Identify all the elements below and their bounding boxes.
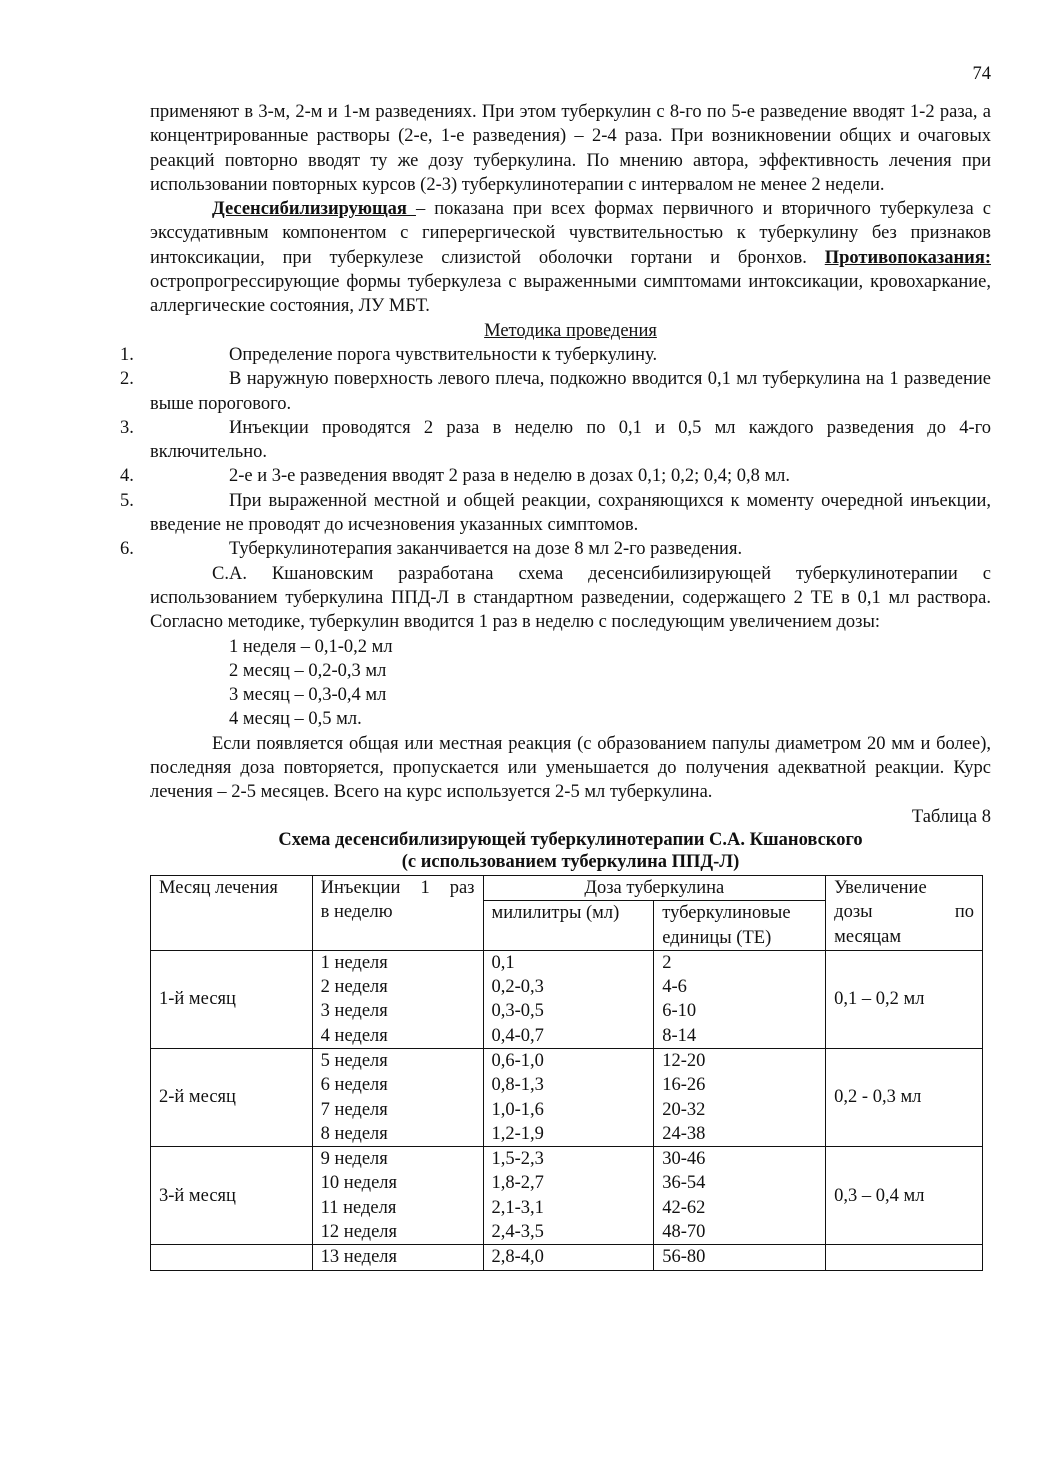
dose-item: 3 месяц – 0,3-0,4 мл xyxy=(229,685,387,706)
row-weeks: 1 неделя 2 неделя 3 неделя 4 неделя xyxy=(312,950,483,1048)
step-number: 2. xyxy=(120,369,134,390)
dose-table xyxy=(150,875,983,1271)
row-increase: 0,2 - 0,3 мл xyxy=(826,1048,983,1146)
method-step xyxy=(120,367,991,416)
table-row xyxy=(151,1147,983,1245)
step-text: Определение порога чувствительности к туберкулину. xyxy=(229,344,658,365)
method-step xyxy=(120,537,991,561)
step-text: 2-е и 3-е разведения вводят 2 раза в неделю в дозах 0,1; 0,2; 0,4; 0,8 мл. xyxy=(229,466,791,487)
page-number: 74 xyxy=(972,64,991,84)
row-weeks: 5 неделя 6 неделя 7 неделя 8 неделя xyxy=(312,1048,483,1146)
method-step xyxy=(120,464,991,488)
table-title-2: (с использованием туберкулина ППД-Л) xyxy=(401,851,740,872)
header-dose: Доза туберкулина xyxy=(483,875,826,900)
row-ml: 0,1 0,2-0,3 0,3-0,5 0,4-0,7 xyxy=(483,950,654,1048)
paragraph-desensitizing xyxy=(150,197,991,318)
method-heading: Методика проведения xyxy=(484,320,657,341)
dose-list xyxy=(150,635,991,732)
row-month: 3-й месяц xyxy=(151,1147,313,1245)
table-label: Таблица 8 xyxy=(911,806,991,827)
step-text: В наружную поверхность левого плеча, подкожно вводится 0,1 мл туберкулина на 1 разведение выше порогового. xyxy=(150,369,991,414)
paragraph-1: применяют в 3-м, 2-м и 1-м разведениях. При этом туберкулин с 8-го по 5-е разведение вводят 1-2 раза, а концентрированные растворы (2-е, 1-е разведения) – 2-4 раза. При возникновении общих и очаговых реакций повторно вводят ту же дозу туберкулина. По мнению автора, эффективность лечения при использовании повторных курсов (2-3) туберкулинотерапии с интервалом не менее 2 недели. xyxy=(150,102,991,195)
header-increase: Увеличение дозы по месяцам xyxy=(826,875,983,950)
row-month: 1-й месяц xyxy=(151,950,313,1048)
header-ml: милилитры (мл) xyxy=(483,901,654,951)
row-ml: 0,6-1,0 0,8-1,3 1,0-1,6 1,2-1,9 xyxy=(483,1048,654,1146)
header-te: туберкулиновые единицы (ТЕ) xyxy=(654,901,826,951)
table-title-1: Схема десенсибилизирующей туберкулинотерапии С.А. Кшановского xyxy=(278,829,863,850)
row-increase: 0,3 – 0,4 мл xyxy=(826,1147,983,1245)
header-month: Месяц лечения xyxy=(151,875,313,950)
dose-item: 1 неделя – 0,1-0,2 мл xyxy=(229,636,393,657)
step-text: При выраженной местной и общей реакции, сохраняющихся к моменту очередной инъекции, введение не проводят до исчезновения указанных симптомов. xyxy=(150,490,991,536)
step-text: Туберкулинотерапия заканчивается на дозе 8 мл 2-го разведения. xyxy=(229,539,743,560)
row-te: 56-80 xyxy=(654,1245,826,1270)
table-header-row xyxy=(151,875,983,900)
paragraph-reaction: Если появляется общая или местная реакция (с образованием папулы диаметром 20 мм и более), последняя доза повторяется, пропускается или уменьшается до получения адекватной реакции. Курс лечения – 2-5 месяцев. Всего на курс используется 2-5 мл туберкулина. xyxy=(150,733,991,803)
method-steps xyxy=(120,343,991,562)
desensitizing-indications: – показана при всех формах первичного и вторичного туберкулеза с экссудативным компонентом с гиперергической чувствительностью к туберкулину без признаков интоксикации, при туберкулезе слизистой оболочки гортани и бронхов. xyxy=(150,199,991,268)
header-injections: Инъекции 1 раз в неделю xyxy=(312,875,483,950)
page-content xyxy=(120,100,991,1271)
step-text: Инъекции проводятся 2 раза в неделю по 0,1 и 0,5 мл каждого разведения до 4-го включительно. xyxy=(150,417,991,463)
table-row xyxy=(151,950,983,1048)
row-increase: 0,1 – 0,2 мл xyxy=(826,950,983,1048)
step-number: 5. xyxy=(120,490,134,511)
paragraph-kshanovsky: С.А. Кшановским разработана схема десенсибилизирующей туберкулинотерапии с использованием туберкулина ППД-Л в стандартном разведении, содержащего 2 ТЕ в 0,1 мл раствора. Согласно методике, туберкулин вводится 1 раз в неделю с последующим увеличением дозы: xyxy=(150,563,991,633)
step-number: 1. xyxy=(120,344,134,365)
row-increase xyxy=(826,1245,983,1270)
row-ml: 1,5-2,3 1,8-2,7 2,1-3,1 2,4-3,5 xyxy=(483,1147,654,1245)
row-te: 2 4-6 6-10 8-14 xyxy=(654,950,826,1048)
row-month xyxy=(151,1245,313,1270)
dose-item: 4 месяц – 0,5 мл. xyxy=(229,709,362,730)
row-weeks: 13 неделя xyxy=(312,1245,483,1270)
method-step xyxy=(120,416,991,465)
row-month: 2-й месяц xyxy=(151,1048,313,1146)
step-number: 4. xyxy=(120,466,134,487)
term-contraindications: Противопоказания: xyxy=(824,247,991,268)
row-te: 12-20 16-26 20-32 24-38 xyxy=(654,1048,826,1146)
dose-item: 2 месяц – 0,2-0,3 мл xyxy=(229,660,387,681)
step-number: 6. xyxy=(120,539,134,560)
table-row xyxy=(151,1048,983,1146)
term-desensitizing: Десенсибилизирующая xyxy=(212,199,416,220)
row-weeks: 9 неделя 10 неделя 11 неделя 12 неделя xyxy=(312,1147,483,1245)
method-step xyxy=(120,343,991,367)
table-row xyxy=(151,1245,983,1270)
step-number: 3. xyxy=(120,417,134,438)
row-ml: 2,8-4,0 xyxy=(483,1245,654,1270)
contraindications-text: остропрогрессирующие формы туберкулеза с выраженными симптомами интоксикации, кровохаркание, аллергические состояния, ЛУ МБТ. xyxy=(150,272,991,317)
method-step xyxy=(120,489,991,538)
row-te: 30-46 36-54 42-62 48-70 xyxy=(654,1147,826,1245)
